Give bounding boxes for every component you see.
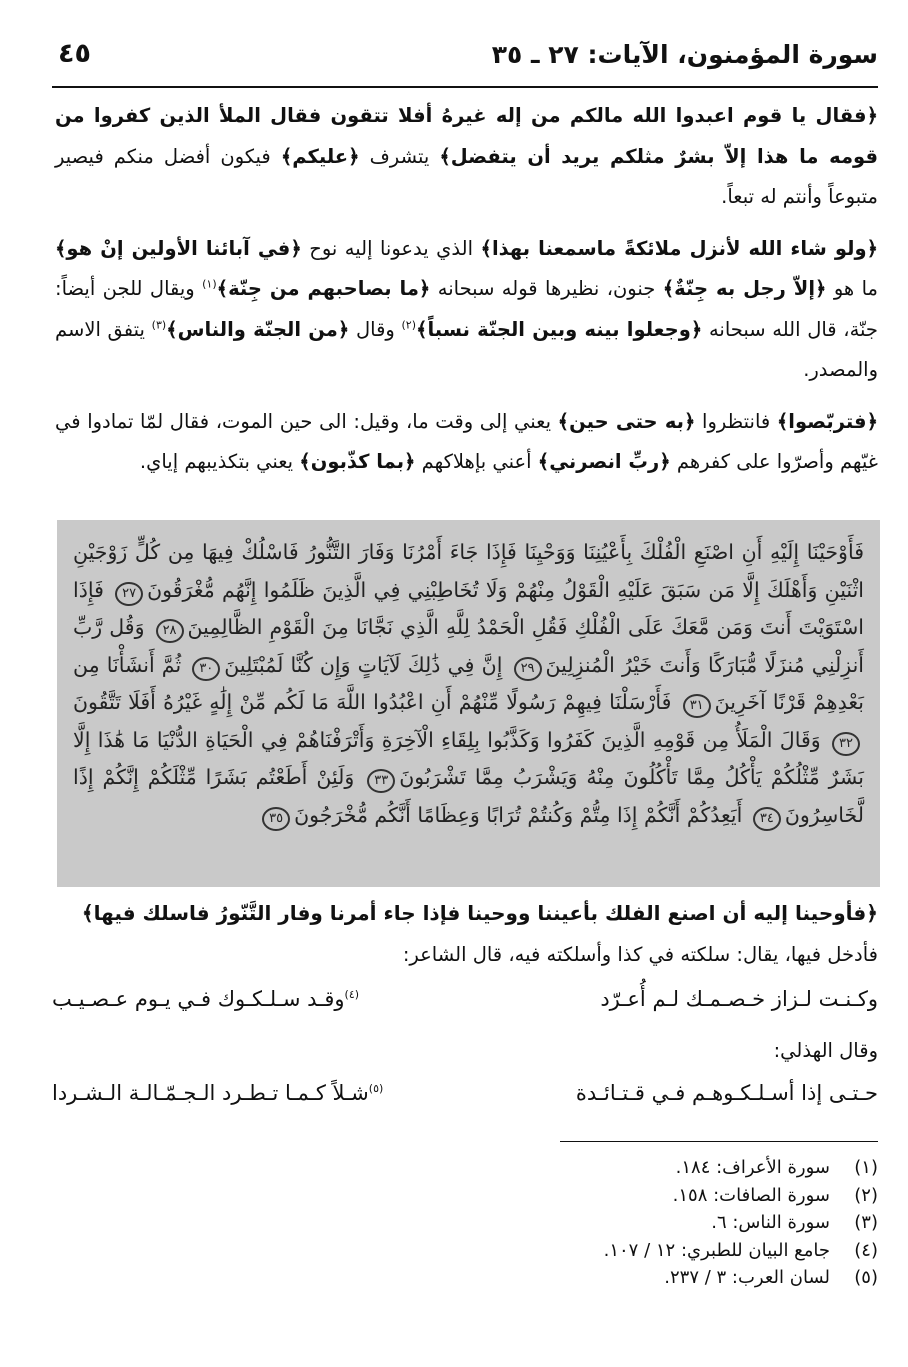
page-header [52, 34, 878, 88]
quran-quote: ﴿فقال يا قوم اعبدوا الله مالكم من إله غيرهُ أفلا تتقون فقال الملأ الذين كفروا من قومه ما هذا إلاّ بشرٌ مثلكم يريد أن يتفضل﴾ [55, 104, 879, 168]
quran-quote: ﴿به حتى حين﴾ [557, 409, 696, 433]
poem-second-hemistich [52, 1081, 383, 1105]
surah-title: سورة المؤمنون، الآيات: ٢٧ ـ ٣٥ [491, 40, 878, 69]
verse-text: ثُمَّ أَنشَأْنَا مِن بَعْدِهِمْ قَرْنًا آخَرِينَ [73, 652, 864, 714]
footnote-text: سورة الناس: ٦. [711, 1212, 830, 1233]
ayah-number-marker: ٢٨ [156, 619, 184, 643]
commentary-span: يتفق الاسم والمصدر. [55, 317, 878, 381]
commentary-paragraph [55, 96, 878, 218]
footnote [518, 1209, 878, 1237]
quran-quote: ﴿من الجنّة والناس﴾ [166, 317, 350, 341]
footnote [518, 1237, 878, 1265]
commentary-paragraph [55, 402, 878, 483]
quran-quote: ﴿ما بصاحبهم من جِنّة﴾ [216, 277, 431, 300]
footnote-number: (٢) [854, 1184, 878, 1206]
commentary-span: يعني إلى وقت ما، وقيل: الى حين الموت، فقال لمّا تمادوا في غيّهم وأصرّوا على كفرهم [55, 409, 878, 473]
footnote [518, 1154, 878, 1182]
verse-text: أَيَعِدُكُمْ أَنَّكُمْ إِذَا مِتُّمْ وَكُنتُمْ تُرَابًا وَعِظَامًا أَنَّكُم مُّخْرَجُونَ [294, 802, 743, 827]
verse-text: فَإِذَا اسْتَوَيْتَ أَنتَ وَمَن مَّعَكَ عَلَى الْفُلْكِ فَقُلِ الْحَمْدُ لِلَّهِ الَّذِي نَجَّانَا مِنَ الْقَوْمِ الظَّالِمِينَ [73, 577, 864, 639]
footnote-ref: (٥) [368, 1082, 384, 1095]
quran-quote: ﴿بما كذّبون﴾ [299, 450, 416, 473]
verse-heading: ﴿فأوحينا إليه أن اصنع الفلك بأعيننا ووحينا فإذا جاء أمرنا وفار التَّنّورُ فاسلك فيها﴾ [81, 901, 878, 925]
quran-quote: ﴿ربِّ انصرني﴾ [537, 450, 671, 473]
poem-text: وقـد سـلـكـوك فـي يـوم عـصـيـب [52, 987, 345, 1011]
poem-first-hemistich: حـتـى إذا أسـلـكـوهـم فـي قـتـائـدة [575, 1081, 878, 1105]
footnote-text: سورة الأعراف: ١٨٤. [675, 1157, 830, 1178]
footnote [518, 1182, 878, 1210]
footnote-text: لسان العرب: ٣ / ٢٣٧. [664, 1267, 830, 1288]
verse-text: وَقَالَ الْمَلَأُ مِن قَوْمِهِ الَّذِينَ كَفَرُوا وَكَذَّبُوا بِلِقَاءِ الْآخِرَةِ وَأَتْرَفْنَاهُمْ فِي الْحَيَاةِ الدُّنْيَا مَا هَٰذَا إِلَّا بَشَرٌ مِّثْلُكُمْ يَأْكُلُ مِمَّا تَأْكُلُونَ مِنْهُ وَيَشْرَبُ مِمَّا تَشْرَبُونَ [73, 727, 864, 789]
ayah-number-marker: ٢٩ [514, 657, 542, 681]
page-number: ٤٥ [58, 38, 91, 69]
footnote [518, 1264, 878, 1292]
verse-text: إِنَّ فِي ذَٰلِكَ لَآيَاتٍ وَإِن كُنَّا لَمُبْتَلِينَ [224, 652, 503, 677]
commentary-paragraph [55, 229, 878, 391]
ayah-number-marker: ٣٢ [832, 732, 860, 756]
ayah-number-marker: ٣٣ [367, 769, 395, 793]
poet-intro: وقال الهذلي: [773, 1039, 878, 1062]
commentary-span: ما هو [826, 277, 878, 300]
footnote-ref: (٤) [344, 988, 360, 1001]
commentary-span: يعني بتكذيبهم إياي. [139, 450, 300, 473]
footnote-number: (١) [854, 1157, 878, 1178]
footnote-text: سورة الصافات: ١٥٨. [672, 1184, 830, 1206]
ayah-number-marker: ٣٥ [262, 807, 290, 831]
poem-second-hemistich [52, 987, 359, 1011]
footnotes [518, 1154, 878, 1292]
verse-text: فَأَرْسَلْنَا فِيهِمْ رَسُولًا مِّنْهُمْ أَنِ اعْبُدُوا اللَّهَ مَا لَكُم مِّنْ إِلَٰهٍ غَيْرُهُ أَفَلَا تَتَّقُونَ [73, 690, 672, 714]
footnote-divider [560, 1141, 878, 1142]
explanation-line: فأدخل فيها، يقال: سلكته في كذا وأسلكته فيه، قال الشاعر: [402, 943, 878, 966]
quran-quote: ﴿إلاّ رجل به جِنّةٌ﴾ [662, 277, 827, 300]
poem-text: شـلاً كـمـا تـطـرد الـجـمّـالـة الـشـردا [52, 1081, 369, 1105]
ayah-number-marker: ٣٠ [192, 657, 220, 681]
footnote-ref: (١) [202, 277, 217, 291]
footnote-text: جامع البيان للطبري: ١٢ / ١٠٧. [603, 1239, 830, 1261]
verse-text: وَلَئِنْ أَطَعْتُم بَشَرًا مِّثْلَكُمْ إِنَّكُمْ إِذًا لَّخَاسِرُونَ [73, 765, 864, 827]
footnote-number: (٣) [854, 1212, 878, 1233]
ayah-number-marker: ٣١ [683, 694, 711, 718]
commentary-span: يتشرف [359, 144, 440, 168]
commentary-span: فانتظروا [695, 409, 777, 433]
footnote-ref: (٣) [151, 318, 167, 331]
ayah-number-marker: ٣٤ [753, 807, 781, 831]
footnote-number: (٥) [854, 1267, 878, 1288]
commentary-span: أعني بإهلاكهم [415, 450, 538, 473]
verse-text: وَقُل رَّبِّ أَنزِلْنِي مُنزَلًا مُّبَارَكًا وَأَنتَ خَيْرُ الْمُنزِلِينَ [73, 615, 864, 677]
quran-verses-box [57, 520, 880, 887]
footnote-ref: (٢) [401, 318, 417, 331]
quran-quote: ﴿عليكم﴾ [280, 144, 360, 168]
commentary-span: جنون، نظيرها قوله سبحانه [430, 277, 663, 300]
footnote-number: (٤) [854, 1239, 878, 1261]
quran-quote: ﴿وجعلوا بينه وبين الجنّة نسباً﴾ [416, 317, 703, 341]
commentary-span: فيكون أفضل منكم فيصير متبوعاً وأنتم له تبعاً. [55, 144, 878, 208]
commentary-text [55, 96, 878, 494]
commentary-span: الذي يدعونا إليه نوح [301, 236, 481, 260]
commentary-span: ويقال للجن أيضاً: جنّة، قال الله سبحانه [55, 277, 878, 341]
commentary-span: وقال [349, 317, 402, 341]
quran-quote: ﴿ولو شاء الله لأنزل ملائكةً ماسمعنا بهذا﴾ [480, 236, 878, 260]
quran-quote: ﴿في آبائنا الأولين إنْ هو﴾ [55, 236, 302, 260]
verse-text: فَأَوْحَيْنَا إِلَيْهِ أَنِ اصْنَعِ الْفُلْكَ بِأَعْيُنِنَا وَوَحْيِنَا فَإِذَا جَاءَ أَمْرُنَا وَفَارَ التَّنُّورُ فَاسْلُكْ فِيهَا مِن كُلٍّ زَوْجَيْنِ اثْنَيْنِ وَأَهْلَكَ إِلَّا مَن سَبَقَ عَلَيْهِ الْقَوْلُ مِنْهُمْ وَلَا تُخَاطِبْنِي فِي الَّذِينَ ظَلَمُوا إِنَّهُم مُّغْرَقُونَ [73, 540, 864, 602]
quran-quote: ﴿فتربّصوا﴾ [776, 409, 878, 433]
ayah-number-marker: ٢٧ [115, 582, 143, 606]
poem-first-hemistich: وكـنـت لـزاز خـصـمـك لـم أُعـرّد [600, 987, 878, 1011]
